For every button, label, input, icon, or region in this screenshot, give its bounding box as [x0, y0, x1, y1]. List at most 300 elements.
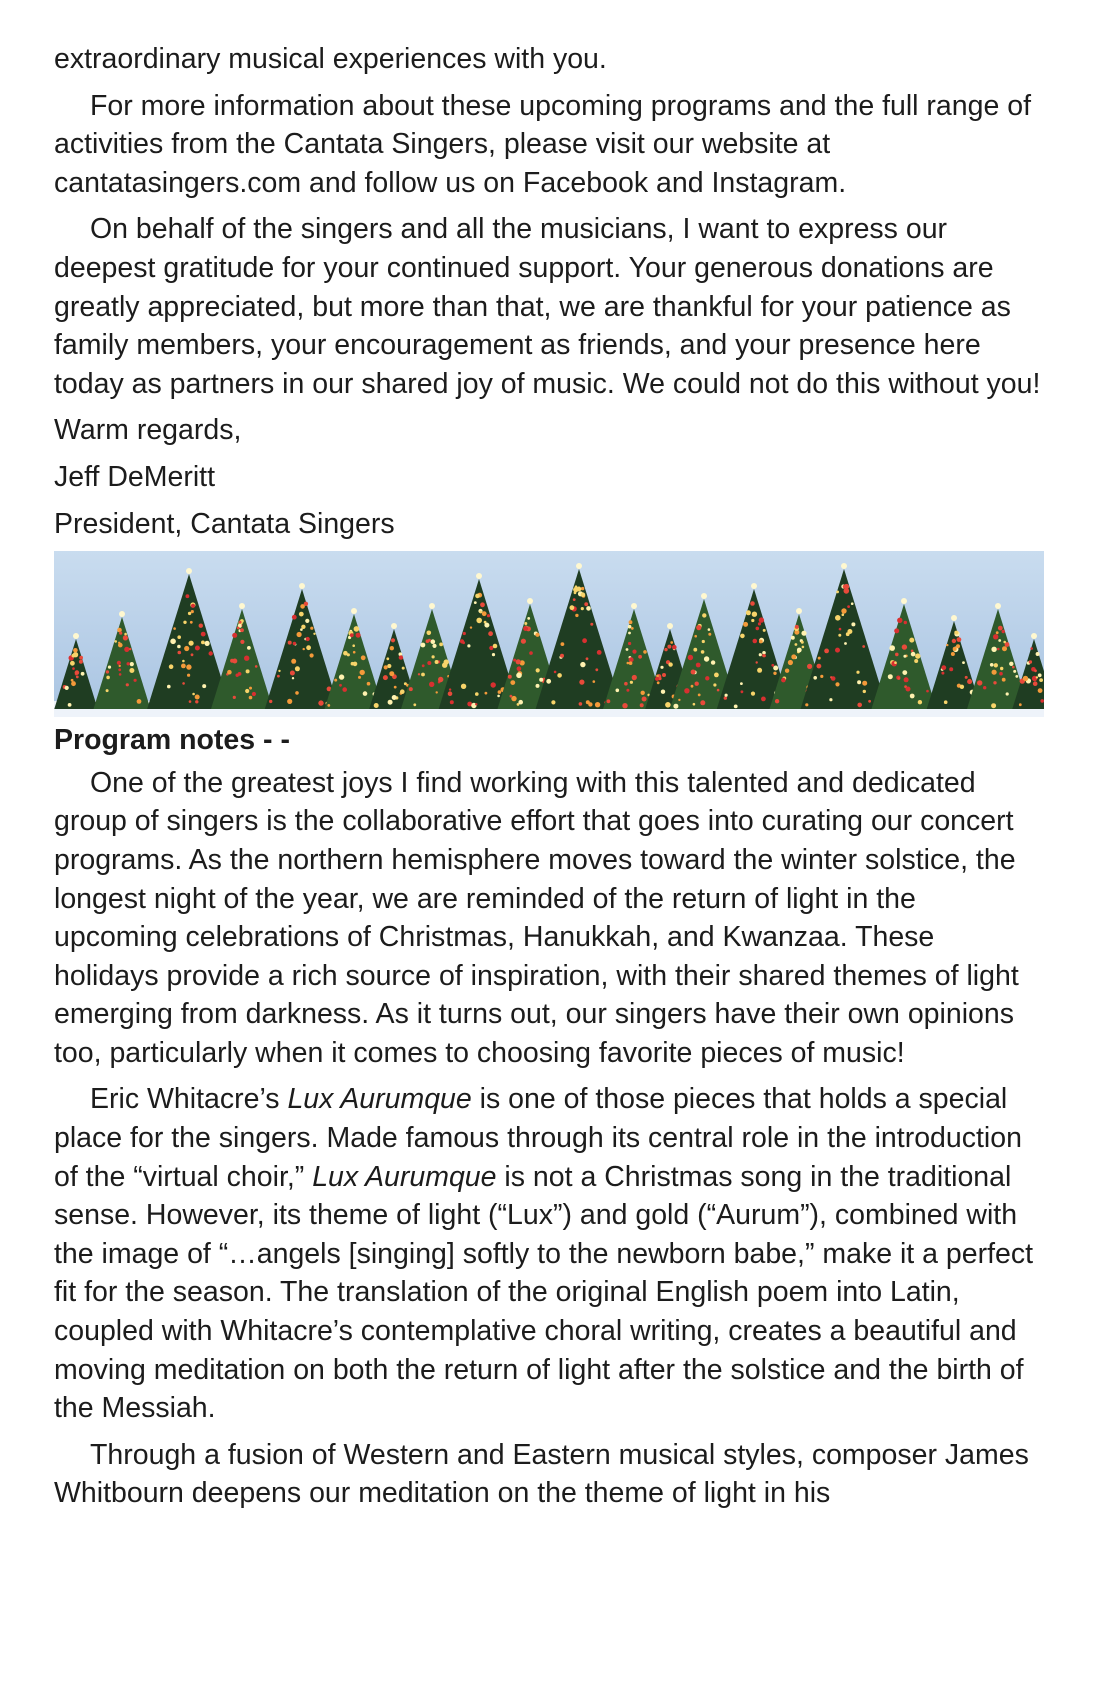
tree-light [72, 667, 75, 670]
tree-light [1002, 678, 1006, 682]
tree-light [628, 642, 631, 645]
letter-paragraph-info: For more information about these upcoming programs and the full range of activities from the Cantata Singers, please visit our website at cantatasingers.com and follow us on Facebook and Instagram. [54, 89, 1032, 199]
tree-light [181, 664, 186, 669]
tree-light [1040, 699, 1044, 703]
tree-light [573, 598, 576, 601]
tree-light [843, 585, 847, 589]
tree-light [191, 610, 194, 613]
signer-name: Jeff DeMeritt [54, 460, 216, 493]
tree-light [953, 647, 957, 651]
tree-light [497, 695, 500, 698]
tree-light [668, 663, 672, 667]
tree-light [195, 695, 200, 700]
tree-light [245, 689, 249, 693]
tree-light [580, 662, 585, 667]
tree-light [746, 610, 751, 615]
tree-light [857, 680, 861, 684]
tree-light [124, 633, 127, 636]
tree-light [889, 645, 895, 651]
tree-light [991, 703, 996, 708]
tree-light [740, 682, 743, 685]
tree-star [391, 623, 397, 629]
tree-light [955, 631, 959, 635]
tree-light [561, 642, 565, 646]
tree-light [71, 679, 74, 682]
tree-light [1002, 630, 1005, 633]
tree-light [461, 684, 466, 689]
tree-light [431, 640, 436, 645]
tree-light [758, 622, 761, 625]
tree-light [432, 644, 436, 648]
tree-light [781, 678, 786, 683]
tree-light [354, 626, 360, 632]
tree-light [177, 645, 181, 649]
tree-light [391, 638, 395, 642]
notes-paragraph-whitbourn: Through a fusion of Western and Eastern musical styles, composer James Whitbourn deepens our meditation on the theme of light in his [54, 1438, 1029, 1510]
tree-light [195, 646, 200, 651]
tree-light [836, 591, 839, 594]
tree-light [560, 654, 564, 658]
tree-light [129, 648, 131, 650]
tree-light [79, 660, 83, 664]
tree-light [421, 673, 425, 677]
tree-light [474, 601, 477, 604]
tree-light [557, 673, 562, 678]
tree-light [944, 701, 948, 705]
tree-light [904, 621, 907, 624]
tree-light [700, 700, 705, 705]
tree-light [134, 679, 137, 682]
tree-light [202, 684, 206, 688]
tree-light [818, 657, 821, 660]
tree-light [638, 655, 642, 659]
tree-light [343, 651, 348, 656]
tree-light [926, 690, 929, 693]
tree-light [306, 637, 310, 641]
tree-light [856, 671, 859, 674]
tree-light [868, 700, 871, 703]
tree-light [475, 594, 480, 599]
tree-light [350, 633, 354, 637]
tree-light [894, 629, 899, 634]
tree-light [902, 645, 907, 650]
tree-light [640, 703, 644, 707]
tree-light [240, 628, 244, 632]
tree-light [801, 641, 804, 644]
tree-light [173, 627, 176, 630]
tree-light [209, 651, 213, 655]
tree-light [702, 640, 705, 643]
tree-light [759, 653, 762, 656]
tree-light [287, 699, 292, 704]
tree-light [698, 694, 701, 697]
tree-light [624, 682, 628, 686]
tree-light [590, 623, 593, 626]
tree-light [581, 607, 584, 610]
tree-light [427, 631, 432, 636]
tree-light [993, 681, 996, 684]
tree-light [678, 699, 680, 701]
tree-light [232, 659, 237, 664]
tree-light [756, 627, 760, 631]
tree-light [607, 700, 611, 704]
text-run: is not a Christmas song in the traditional sense. However, its theme of light (“Lux”) and gold (“Aurum”), combined with the image of “…angels [singing] softly to the newborn babe,” make it a perfect fit for the season. The translation of the original English poem into Latin, coupled with Whitacre’s contemplative choral writing, creates a beautiful and moving meditation on both the return of light after the solstice and the birth of the Messiah. [54, 1160, 1034, 1425]
heading-text: Program notes [54, 724, 256, 757]
tree-light [740, 634, 745, 639]
tree-light [911, 650, 914, 653]
tree-light [479, 611, 482, 614]
tree-light [684, 688, 689, 693]
tree-light [189, 700, 192, 703]
tree-light [579, 680, 584, 685]
tree-light [655, 677, 659, 681]
tree-light [167, 685, 171, 689]
tree-light [838, 634, 841, 637]
tree-light [664, 648, 667, 651]
tree-light [705, 676, 709, 680]
tree-light [696, 625, 701, 630]
tree-light [847, 605, 850, 608]
tree-light [1003, 641, 1006, 644]
tree-light [106, 676, 110, 680]
tree-light [1034, 670, 1037, 673]
tree-star [995, 603, 1001, 609]
tree-light [119, 632, 122, 635]
tree-light [813, 676, 817, 680]
tree-light [773, 672, 776, 675]
tree-light [904, 677, 909, 682]
tree-light [237, 627, 240, 630]
tree-light [199, 624, 203, 628]
tree-light [239, 621, 242, 624]
tree-light [895, 653, 899, 657]
tree-light [529, 651, 533, 655]
tree-light [629, 620, 633, 624]
tree-light [399, 656, 403, 660]
tree-light [665, 702, 671, 708]
tree-light [914, 659, 918, 663]
tree-light [72, 654, 76, 658]
tree-light [696, 663, 701, 668]
tree-star [631, 603, 637, 609]
tree-light [374, 703, 379, 708]
tree-star [951, 615, 957, 621]
tree-light [662, 673, 666, 677]
tree-light [1036, 676, 1038, 678]
christmas-trees-banner [54, 551, 1044, 717]
tree-light [249, 687, 252, 690]
tree-light [182, 660, 185, 663]
tree-light [791, 655, 796, 660]
tree-light [169, 665, 174, 670]
tree-light [361, 656, 366, 661]
tree-light [1038, 688, 1043, 693]
tree-light [554, 671, 557, 674]
tree-light [353, 651, 356, 654]
tree-light [536, 684, 540, 688]
tree-light [734, 705, 738, 709]
tree-light [575, 614, 578, 617]
tree-light [184, 646, 189, 651]
tree-light [941, 672, 944, 675]
tree-light [863, 690, 866, 693]
tree-light [70, 661, 75, 666]
tree-light [303, 648, 305, 650]
heading-suffix: - - [255, 724, 290, 757]
tree-light [894, 662, 897, 665]
tree-light [358, 676, 361, 679]
tree-light [771, 664, 774, 667]
tree-light [205, 641, 210, 646]
tree-light [301, 625, 305, 629]
tree-light [352, 645, 355, 648]
tree-light [1000, 667, 1003, 670]
tree-light [763, 629, 766, 632]
tree-light [363, 691, 368, 696]
tree-light [384, 665, 388, 669]
tree-light [428, 639, 431, 642]
tree-light [627, 662, 630, 665]
tree-light [409, 687, 413, 691]
work-title: Lux Aurumque [312, 1160, 497, 1193]
tree-light [753, 639, 758, 644]
tree-light [188, 612, 191, 615]
tree-light [293, 642, 296, 645]
tree-light [76, 676, 79, 679]
tree-light [983, 686, 986, 689]
tree-light [1023, 676, 1028, 681]
tree-light [862, 681, 867, 686]
tree-light [797, 648, 802, 653]
tree-light [388, 700, 393, 705]
tree-light [956, 644, 960, 648]
tree-light [691, 685, 694, 688]
tree-light [119, 673, 122, 676]
tree-light [510, 680, 515, 685]
tree-light [539, 678, 543, 682]
tree-light [492, 653, 495, 656]
tree-star [429, 603, 435, 609]
letter-paragraph-gratitude: On behalf of the singers and all the musicians, I want to express our deepest gratitude for your continued support. Your generous donations are greatly appreciated, but more than that, we are thankful for your patience as family members, your encouragement as friends, and your presence here today as partners in our shared joy of music. We could not do this without you! [54, 213, 1041, 400]
tree-light [751, 619, 754, 622]
tree-light [629, 657, 634, 662]
tree-light [632, 650, 636, 654]
tree-light [484, 623, 489, 628]
tree-light [488, 631, 493, 636]
tree-light [725, 694, 728, 697]
tree-light [909, 638, 914, 643]
tree-light [68, 703, 72, 707]
tree-light [656, 675, 659, 678]
tree-light [898, 677, 901, 680]
tree-star [351, 608, 357, 614]
tree-light [118, 642, 120, 644]
tree-light [910, 694, 915, 699]
tree-light [1033, 682, 1038, 687]
tree-light [513, 659, 516, 662]
tree-light [300, 628, 303, 631]
tree-light [701, 650, 705, 654]
notes-paragraph-joys: One of the greatest joys I find working with this talented and dedicated group of singers is the collaborative effort that goes into curating our concert programs. As the northern hemisphere moves toward the winter solstice, the longest night of the year, we are reminded of the return of light in the upcoming celebrations of Christmas, Hanukkah, and Kwanzaa. These holidays provide a rich source of inspiration, with their shared themes of light emerging from darkness. As it turns out, our singers have their own opinions too, particularly when it comes to choosing favorite pieces of music! [54, 766, 1019, 1069]
tree-light [817, 664, 822, 669]
tree-light [73, 648, 78, 653]
tree-light [573, 587, 578, 592]
tree-light [238, 672, 242, 676]
tree-light [450, 700, 454, 704]
tree-light [290, 671, 295, 676]
tree-light [761, 697, 766, 702]
tree-light [244, 656, 249, 661]
tree-light [711, 661, 715, 665]
tree-light [127, 662, 130, 665]
tree-light [1038, 674, 1042, 678]
tree-light [295, 691, 299, 695]
letter-closing: Warm regards, [54, 414, 242, 447]
tree-light [516, 659, 521, 664]
tree-light [487, 614, 490, 617]
tree-light [762, 654, 765, 657]
tree-light [240, 640, 244, 644]
tree-star [701, 593, 707, 599]
tree-light [485, 692, 488, 695]
tree-light [498, 690, 502, 694]
tree-light [750, 601, 755, 606]
tree-light [857, 703, 862, 708]
tree-light [201, 641, 205, 645]
tree-star [1031, 633, 1037, 639]
tree-light [182, 682, 185, 685]
tree-light [288, 641, 292, 645]
tree-light [586, 606, 591, 611]
tree-star [239, 603, 245, 609]
tree-light [1036, 652, 1040, 656]
tree-star [667, 623, 673, 629]
work-title: Lux Aurumque [287, 1083, 472, 1116]
tree-light [394, 686, 397, 689]
tree-light [191, 654, 194, 657]
tree-light [993, 634, 998, 639]
tree-light [795, 625, 799, 629]
tree-star [299, 583, 305, 589]
tree-light [897, 618, 902, 623]
tree-light [693, 703, 696, 706]
program-notes-heading [54, 721, 1044, 760]
tree-light [399, 653, 403, 657]
tree-light [688, 655, 693, 660]
tree-light [775, 699, 779, 703]
tree-light [418, 673, 420, 675]
tree-light [593, 680, 596, 683]
tree-star [73, 633, 79, 639]
tree-light [334, 679, 337, 682]
tree-light [691, 670, 696, 675]
tree-light [367, 682, 371, 686]
tree-light [516, 673, 522, 679]
tree-light [660, 666, 663, 669]
tree-light [805, 703, 808, 706]
tree-light [392, 695, 397, 700]
tree-light [201, 632, 206, 637]
tree-light [186, 665, 191, 670]
tree-light [581, 587, 584, 590]
tree-light [997, 648, 1000, 651]
tree-light [508, 675, 512, 679]
tree-light [551, 700, 555, 704]
tree-light [476, 618, 482, 624]
tree-light [588, 702, 592, 706]
tree-light [137, 699, 142, 704]
tree-light [802, 646, 805, 649]
tree-light [595, 669, 598, 672]
tree-light [862, 645, 865, 648]
tree-light [694, 635, 697, 638]
tree-light [342, 687, 347, 692]
tree-light [546, 679, 551, 684]
tree-light [990, 663, 994, 667]
tree-light [432, 655, 435, 658]
tree-light [402, 667, 405, 670]
tree-light [902, 670, 907, 675]
tree-light [339, 675, 344, 680]
tree-light [842, 614, 845, 617]
tree-light [941, 665, 946, 670]
tree-light [630, 681, 633, 684]
tree-light [310, 654, 314, 658]
tree-light [126, 683, 129, 686]
tree-light [632, 676, 636, 680]
tree-light [475, 703, 477, 705]
tree-light [1039, 678, 1043, 682]
tree-light [389, 671, 394, 676]
tree-light [536, 668, 540, 672]
tree-light [582, 638, 587, 643]
tree-light [829, 698, 832, 701]
tree-light [299, 612, 304, 617]
tree-light [628, 625, 632, 629]
tree-light [713, 684, 716, 687]
tree-light [751, 692, 755, 696]
tree-light [757, 668, 762, 673]
tree-light [788, 660, 793, 665]
tree-light [661, 690, 665, 694]
tree-light [835, 615, 841, 621]
tree-light [252, 692, 256, 696]
tree-light [631, 627, 634, 630]
tree-light [847, 629, 852, 634]
tree-light [704, 656, 709, 661]
tree-light [595, 702, 600, 707]
tree-light [292, 677, 294, 679]
tree-light [844, 642, 847, 645]
tree-light [785, 669, 789, 673]
tree-light [190, 621, 193, 624]
tree-light [339, 684, 342, 687]
tree-light [708, 628, 711, 631]
tree-light [192, 693, 195, 696]
tree-light [717, 689, 720, 692]
tree-light [851, 623, 855, 627]
tree-light [584, 602, 588, 606]
tree-light [759, 640, 763, 644]
tree-light [291, 659, 296, 664]
tree-light [306, 645, 311, 650]
tree-star [751, 583, 757, 589]
tree-light [844, 588, 850, 594]
tree-light [1013, 670, 1016, 673]
tree-star [476, 573, 482, 579]
tree-light [189, 641, 194, 646]
tree-light [436, 691, 438, 693]
